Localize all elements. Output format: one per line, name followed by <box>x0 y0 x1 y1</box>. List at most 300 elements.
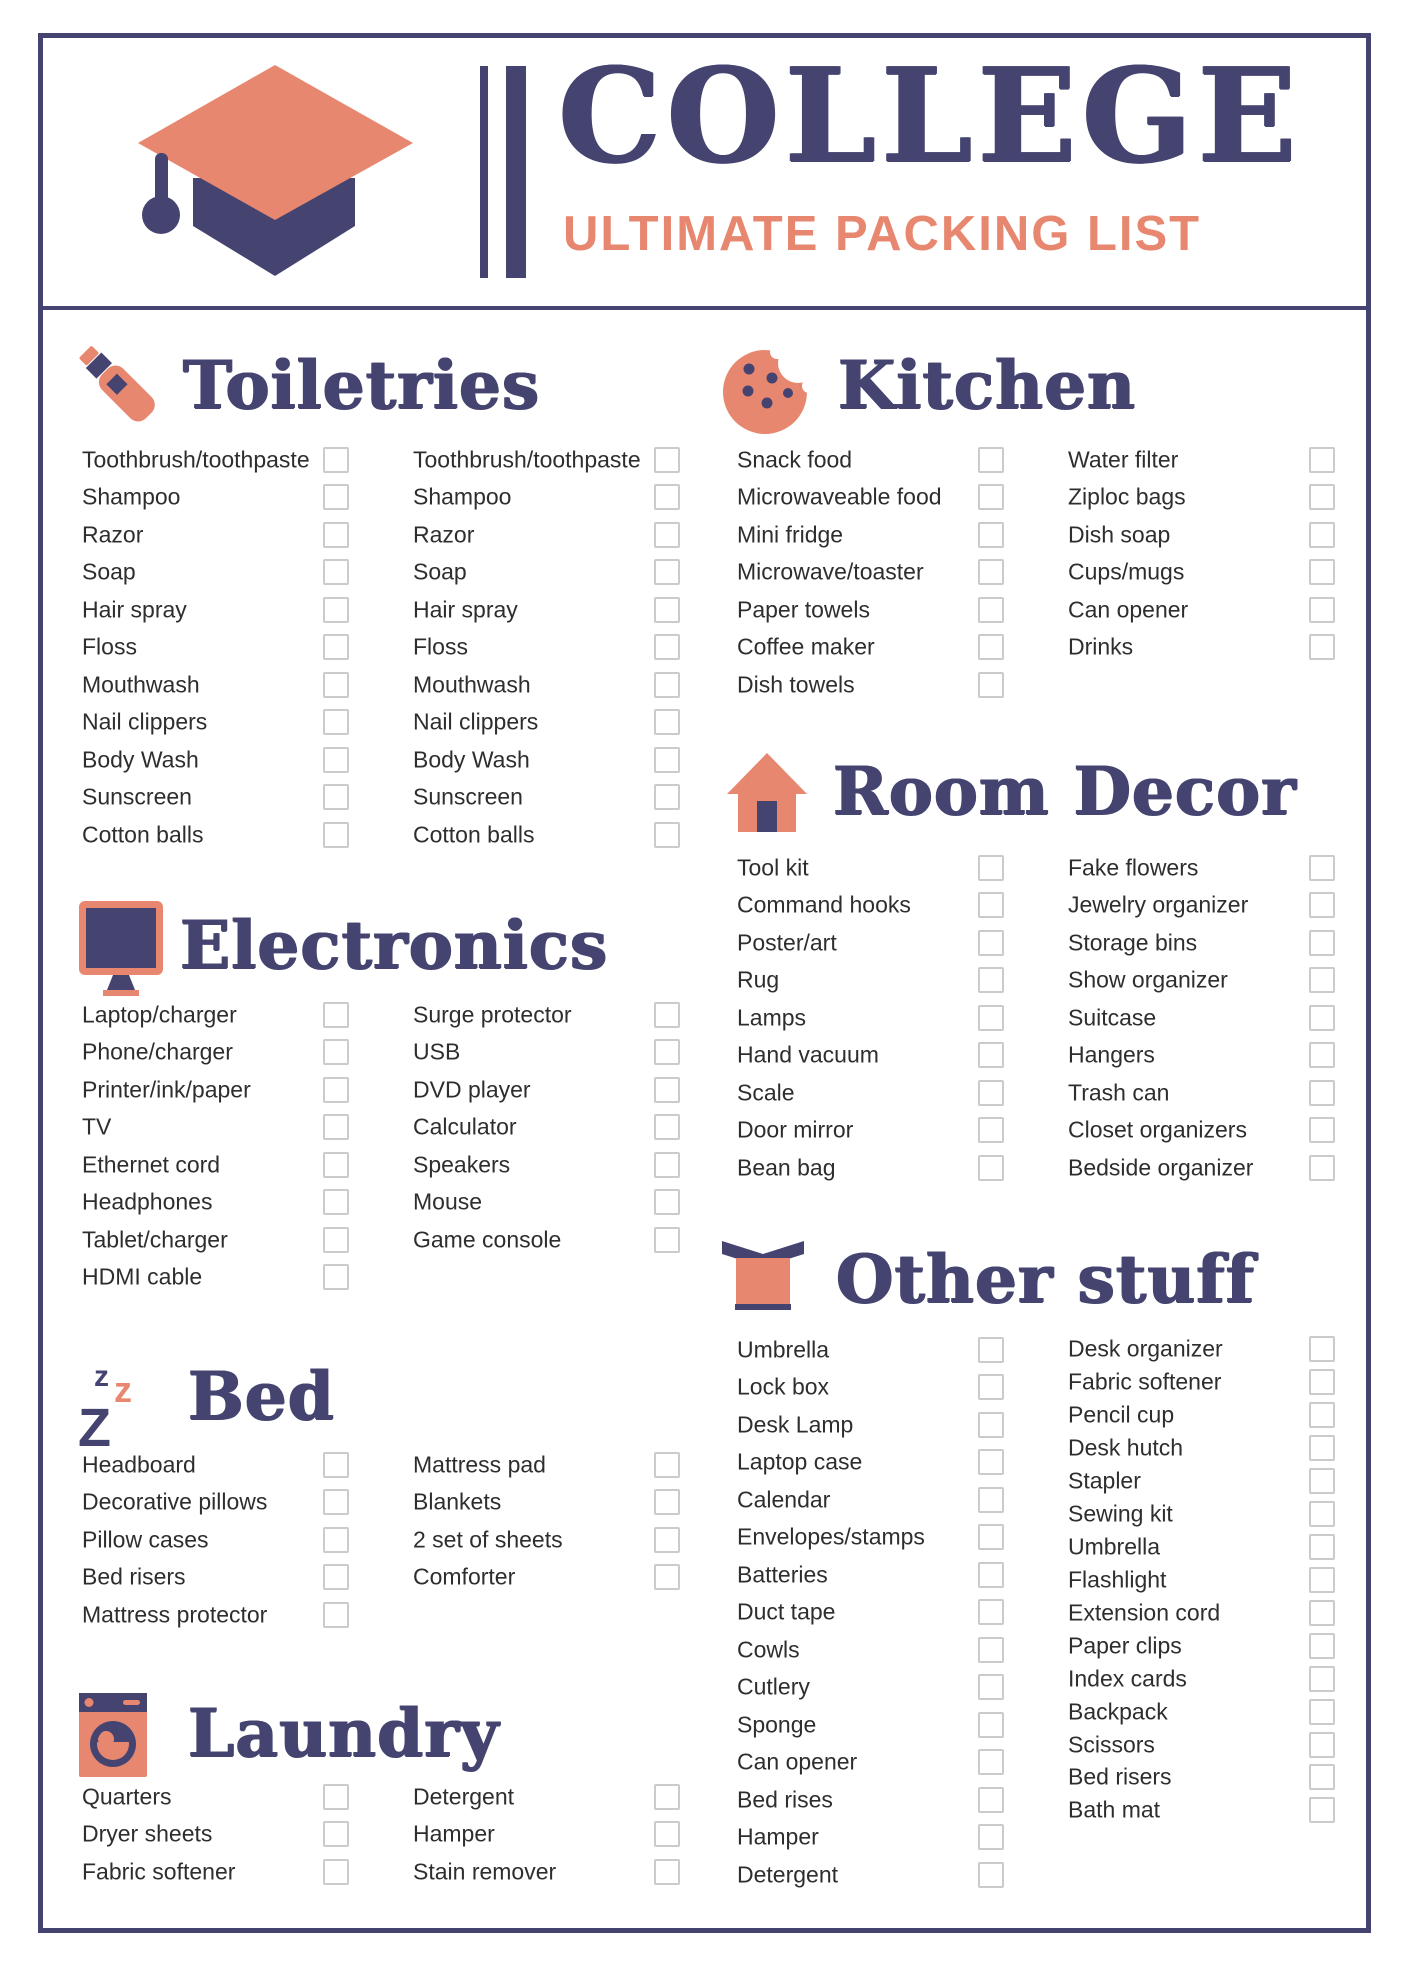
item-checkbox[interactable] <box>1309 559 1335 585</box>
item-checkbox[interactable] <box>323 1114 349 1140</box>
item-checkbox[interactable] <box>978 855 1004 881</box>
item-checkbox[interactable] <box>978 597 1004 623</box>
list-item <box>1068 591 1340 629</box>
list-item <box>82 996 354 1034</box>
list-item <box>1068 1333 1340 1366</box>
item-checkbox[interactable] <box>978 1637 1004 1663</box>
item-checkbox[interactable] <box>654 634 680 660</box>
item-checkbox[interactable] <box>978 1562 1004 1588</box>
item-label: Desk Lamp <box>737 1411 854 1438</box>
list-item <box>737 591 1009 629</box>
item-checkbox[interactable] <box>978 484 1004 510</box>
list-item <box>413 1146 685 1184</box>
svg-text:Z: Z <box>78 1398 111 1450</box>
list-item <box>1068 1112 1340 1150</box>
list-item <box>1068 1563 1340 1596</box>
list-item <box>737 1556 1009 1594</box>
item-checkbox[interactable] <box>323 1602 349 1628</box>
item-checkbox[interactable] <box>654 1189 680 1215</box>
house-icon <box>727 753 807 833</box>
page-title: COLLEGE <box>558 39 1302 192</box>
list-item <box>1068 1662 1340 1695</box>
item-label: Command hooks <box>737 891 911 918</box>
section-title-laundry: Laundry <box>188 1694 500 1772</box>
list-item <box>1068 1074 1340 1112</box>
item-checkbox[interactable] <box>1309 597 1335 623</box>
bed-column-1 <box>82 1446 354 1634</box>
list-item <box>413 1071 685 1109</box>
item-checkbox[interactable] <box>323 672 349 698</box>
item-checkbox[interactable] <box>978 1824 1004 1850</box>
item-checkbox[interactable] <box>654 1821 680 1847</box>
item-checkbox[interactable] <box>323 709 349 735</box>
item-label: Mouthwash <box>413 671 531 698</box>
graduation-cap-icon <box>128 58 428 288</box>
item-checkbox[interactable] <box>654 1227 680 1253</box>
svg-text:z: z <box>114 1369 132 1410</box>
item-label: Soap <box>413 558 467 585</box>
item-label: Ziploc bags <box>1068 483 1186 510</box>
item-checkbox[interactable] <box>654 522 680 548</box>
list-item <box>413 996 685 1034</box>
list-item <box>1068 1432 1340 1465</box>
section-title-kitchen: Kitchen <box>838 346 1137 424</box>
item-label: Lamps <box>737 1004 807 1031</box>
list-item <box>413 1034 685 1072</box>
list-item <box>82 666 354 704</box>
item-checkbox[interactable] <box>323 447 349 473</box>
item-label: Quarters <box>82 1783 172 1810</box>
item-label: 2 set of sheets <box>413 1526 563 1553</box>
list-item <box>737 1149 1009 1187</box>
list-item <box>737 441 1009 479</box>
item-label: Water filter <box>1068 446 1179 473</box>
list-item <box>737 1074 1009 1112</box>
item-label: Nail clippers <box>82 708 208 735</box>
list-item <box>1068 962 1340 1000</box>
list-item <box>737 1037 1009 1075</box>
list-item <box>82 1596 354 1634</box>
page-subtitle: ULTIMATE PACKING LIST <box>563 207 1202 261</box>
item-label: Trash can <box>1068 1079 1170 1106</box>
item-label: Backpack <box>1068 1698 1168 1725</box>
item-label: Drinks <box>1068 633 1134 660</box>
item-checkbox[interactable] <box>978 1449 1004 1475</box>
item-checkbox[interactable] <box>323 597 349 623</box>
item-label: Cotton balls <box>82 821 204 848</box>
item-checkbox[interactable] <box>1309 1501 1335 1527</box>
room-decor-column-1 <box>737 849 1009 1187</box>
item-label: Printer/ink/paper <box>82 1076 251 1103</box>
list-item <box>1068 1728 1340 1761</box>
item-checkbox[interactable] <box>1309 1633 1335 1659</box>
item-checkbox[interactable] <box>1309 1534 1335 1560</box>
electronics-column-2 <box>413 996 685 1259</box>
item-label: Flashlight <box>1068 1566 1167 1593</box>
list-item <box>1068 924 1340 962</box>
item-checkbox[interactable] <box>978 1117 1004 1143</box>
list-item <box>82 1146 354 1184</box>
item-checkbox[interactable] <box>323 1489 349 1515</box>
list-item <box>413 1446 685 1484</box>
item-checkbox[interactable] <box>654 1002 680 1028</box>
item-checkbox[interactable] <box>1309 1005 1335 1031</box>
item-label: Microwave/toaster <box>737 558 924 585</box>
item-label: Floss <box>82 633 137 660</box>
item-checkbox[interactable] <box>323 1039 349 1065</box>
item-checkbox[interactable] <box>654 447 680 473</box>
list-item <box>82 741 354 779</box>
item-checkbox[interactable] <box>654 484 680 510</box>
item-label: HDMI cable <box>82 1263 203 1290</box>
item-label: Surge protector <box>413 1001 572 1028</box>
item-checkbox[interactable] <box>323 1227 349 1253</box>
section-title-room-decor: Room Decor <box>833 752 1297 830</box>
item-checkbox[interactable] <box>978 1080 1004 1106</box>
kitchen-column-2 <box>1068 441 1340 666</box>
list-item <box>82 479 354 517</box>
item-label: Closet organizers <box>1068 1116 1247 1143</box>
item-label: Extension cord <box>1068 1599 1221 1626</box>
item-label: Ethernet cord <box>82 1151 221 1178</box>
item-label: Desk hutch <box>1068 1434 1184 1461</box>
item-label: Poster/art <box>737 929 837 956</box>
list-item <box>1068 1498 1340 1531</box>
list-item <box>1068 887 1340 925</box>
item-checkbox[interactable] <box>323 822 349 848</box>
item-checkbox[interactable] <box>1309 1468 1335 1494</box>
item-label: Detergent <box>737 1861 839 1888</box>
cookie-icon <box>720 346 810 436</box>
item-label: Fabric softener <box>1068 1368 1222 1395</box>
item-checkbox[interactable] <box>654 672 680 698</box>
list-item <box>82 816 354 854</box>
item-checkbox[interactable] <box>654 559 680 585</box>
item-checkbox[interactable] <box>1309 447 1335 473</box>
item-checkbox[interactable] <box>654 1527 680 1553</box>
item-checkbox[interactable] <box>978 967 1004 993</box>
item-checkbox[interactable] <box>978 1749 1004 1775</box>
item-checkbox[interactable] <box>978 1005 1004 1031</box>
item-checkbox[interactable] <box>1309 634 1335 660</box>
item-checkbox[interactable] <box>978 672 1004 698</box>
item-label: Game console <box>413 1226 562 1253</box>
item-checkbox[interactable] <box>323 522 349 548</box>
item-checkbox[interactable] <box>654 822 680 848</box>
item-label: Cowls <box>737 1636 800 1663</box>
list-item <box>737 849 1009 887</box>
item-checkbox[interactable] <box>323 1452 349 1478</box>
list-item <box>413 704 685 742</box>
item-checkbox[interactable] <box>654 1784 680 1810</box>
item-label: Body Wash <box>413 746 530 773</box>
item-checkbox[interactable] <box>978 1042 1004 1068</box>
item-label: Sponge <box>737 1711 817 1738</box>
list-item <box>1068 1794 1340 1827</box>
item-label: Headphones <box>82 1188 213 1215</box>
item-checkbox[interactable] <box>654 709 680 735</box>
item-label: Bean bag <box>737 1154 836 1181</box>
list-item <box>413 1221 685 1259</box>
item-label: Can opener <box>737 1748 858 1775</box>
item-label: Coffee maker <box>737 633 875 660</box>
list-item <box>1068 1531 1340 1564</box>
item-checkbox[interactable] <box>978 634 1004 660</box>
item-label: Laptop/charger <box>82 1001 237 1028</box>
item-checkbox[interactable] <box>1309 1764 1335 1790</box>
list-item <box>737 516 1009 554</box>
item-checkbox[interactable] <box>978 559 1004 585</box>
list-item <box>737 1369 1009 1407</box>
kitchen-column-1 <box>737 441 1009 704</box>
item-label: Hangers <box>1068 1041 1155 1068</box>
item-label: Mouse <box>413 1188 483 1215</box>
item-checkbox[interactable] <box>1309 1666 1335 1692</box>
item-checkbox[interactable] <box>654 1152 680 1178</box>
item-checkbox[interactable] <box>1309 1369 1335 1395</box>
item-checkbox[interactable] <box>1309 1435 1335 1461</box>
item-checkbox[interactable] <box>1309 967 1335 993</box>
list-item <box>737 1444 1009 1482</box>
item-checkbox[interactable] <box>978 1787 1004 1813</box>
item-label: Bed rises <box>737 1786 833 1813</box>
list-item <box>737 1594 1009 1632</box>
open-box-icon <box>720 1241 806 1315</box>
item-checkbox[interactable] <box>1309 1699 1335 1725</box>
list-item <box>1068 1761 1340 1794</box>
item-label: Tool kit <box>737 854 809 881</box>
item-checkbox[interactable] <box>654 1859 680 1885</box>
item-checkbox[interactable] <box>323 1821 349 1847</box>
list-item <box>82 1484 354 1522</box>
item-checkbox[interactable] <box>323 784 349 810</box>
item-label: Show organizer <box>1068 966 1228 993</box>
list-item <box>737 1744 1009 1782</box>
list-item <box>82 1109 354 1147</box>
item-label: Door mirror <box>737 1116 854 1143</box>
list-item <box>737 479 1009 517</box>
item-label: Umbrella <box>737 1336 830 1363</box>
item-label: Jewelry organizer <box>1068 891 1249 918</box>
item-checkbox[interactable] <box>978 447 1004 473</box>
item-label: Desk organizer <box>1068 1335 1223 1362</box>
bed-column-2 <box>413 1446 685 1596</box>
item-checkbox[interactable] <box>654 1452 680 1478</box>
item-label: Shampoo <box>82 483 181 510</box>
item-checkbox[interactable] <box>978 1337 1004 1363</box>
item-checkbox[interactable] <box>1309 1797 1335 1823</box>
list-item <box>1068 1149 1340 1187</box>
list-item <box>82 591 354 629</box>
item-checkbox[interactable] <box>1309 930 1335 956</box>
list-item <box>737 1706 1009 1744</box>
item-label: Hand vacuum <box>737 1041 879 1068</box>
list-item <box>1068 1465 1340 1498</box>
item-checkbox[interactable] <box>654 1114 680 1140</box>
item-label: Snack food <box>737 446 853 473</box>
item-label: Fabric softener <box>82 1858 236 1885</box>
item-checkbox[interactable] <box>978 522 1004 548</box>
item-checkbox[interactable] <box>323 1152 349 1178</box>
item-label: Dish soap <box>1068 521 1171 548</box>
list-item <box>737 666 1009 704</box>
item-label: Bedside organizer <box>1068 1154 1254 1181</box>
item-checkbox[interactable] <box>1309 522 1335 548</box>
item-checkbox[interactable] <box>978 1374 1004 1400</box>
list-item <box>737 1856 1009 1894</box>
item-label: Stain remover <box>413 1858 557 1885</box>
item-label: Mattress pad <box>413 1451 546 1478</box>
item-checkbox[interactable] <box>323 1189 349 1215</box>
list-item <box>413 629 685 667</box>
item-checkbox[interactable] <box>1309 1600 1335 1626</box>
item-label: Stapler <box>1068 1467 1141 1494</box>
item-label: Tablet/charger <box>82 1226 228 1253</box>
item-checkbox[interactable] <box>323 1264 349 1290</box>
item-label: Storage bins <box>1068 929 1198 956</box>
item-checkbox[interactable] <box>323 1002 349 1028</box>
section-title-electronics: Electronics <box>180 906 609 984</box>
item-checkbox[interactable] <box>654 747 680 773</box>
item-checkbox[interactable] <box>978 1712 1004 1738</box>
other-stuff-column-2 <box>1068 1333 1340 1827</box>
item-checkbox[interactable] <box>654 1039 680 1065</box>
item-label: Bed risers <box>1068 1763 1172 1790</box>
list-item <box>737 554 1009 592</box>
item-label: Bed risers <box>82 1563 186 1590</box>
list-item <box>737 1481 1009 1519</box>
item-label: Paper clips <box>1068 1632 1182 1659</box>
item-checkbox[interactable] <box>1309 1567 1335 1593</box>
svg-text:z: z <box>94 1360 109 1393</box>
item-checkbox[interactable] <box>323 559 349 585</box>
list-item <box>737 629 1009 667</box>
list-item <box>413 591 685 629</box>
item-label: Detergent <box>413 1783 515 1810</box>
item-label: Cups/mugs <box>1068 558 1185 585</box>
item-checkbox[interactable] <box>323 1784 349 1810</box>
list-item <box>82 1816 354 1854</box>
item-checkbox[interactable] <box>323 1859 349 1885</box>
list-item <box>413 779 685 817</box>
item-checkbox[interactable] <box>1309 484 1335 510</box>
item-label: Paper towels <box>737 596 870 623</box>
item-label: Floss <box>413 633 468 660</box>
item-label: Soap <box>82 558 136 585</box>
item-checkbox[interactable] <box>654 597 680 623</box>
item-label: Toothbrush/toothpaste <box>82 446 310 473</box>
item-label: Bath mat <box>1068 1796 1161 1823</box>
list-item <box>1068 849 1340 887</box>
list-item <box>1068 1629 1340 1662</box>
item-label: Dryer sheets <box>82 1820 213 1847</box>
item-label: Scissors <box>1068 1731 1155 1758</box>
item-checkbox[interactable] <box>978 1487 1004 1513</box>
item-label: Sunscreen <box>413 783 523 810</box>
list-item <box>82 1778 354 1816</box>
list-item <box>413 1559 685 1597</box>
item-label: Decorative pillows <box>82 1488 268 1515</box>
item-label: Laptop case <box>737 1448 863 1475</box>
item-checkbox[interactable] <box>1309 1042 1335 1068</box>
sleep-zzz-icon <box>78 1354 148 1450</box>
list-item <box>737 1631 1009 1669</box>
item-checkbox[interactable] <box>1309 1117 1335 1143</box>
list-item <box>413 1184 685 1222</box>
electronics-column-1 <box>82 996 354 1296</box>
list-item <box>82 516 354 554</box>
item-label: Microwaveable food <box>737 483 942 510</box>
list-item <box>413 1484 685 1522</box>
other-stuff-column-1 <box>737 1331 1009 1894</box>
monitor-icon <box>79 901 163 997</box>
list-item <box>82 779 354 817</box>
item-checkbox[interactable] <box>654 784 680 810</box>
list-item <box>737 999 1009 1037</box>
list-item <box>413 741 685 779</box>
item-checkbox[interactable] <box>323 1077 349 1103</box>
item-checkbox[interactable] <box>1309 892 1335 918</box>
item-label: Shampoo <box>413 483 512 510</box>
list-item <box>1068 629 1340 667</box>
list-item <box>82 441 354 479</box>
list-item <box>737 1669 1009 1707</box>
item-checkbox[interactable] <box>978 1155 1004 1181</box>
list-item <box>82 1259 354 1297</box>
item-checkbox[interactable] <box>1309 1336 1335 1362</box>
item-label: Cutlery <box>737 1673 810 1700</box>
item-checkbox[interactable] <box>323 484 349 510</box>
item-label: Suitcase <box>1068 1004 1157 1031</box>
item-label: Speakers <box>413 1151 511 1178</box>
item-checkbox[interactable] <box>978 1674 1004 1700</box>
item-checkbox[interactable] <box>323 1527 349 1553</box>
item-label: Mattress protector <box>82 1601 268 1628</box>
item-checkbox[interactable] <box>654 1564 680 1590</box>
list-item <box>413 516 685 554</box>
item-checkbox[interactable] <box>654 1077 680 1103</box>
item-checkbox[interactable] <box>978 930 1004 956</box>
item-label: Comforter <box>413 1563 516 1590</box>
item-checkbox[interactable] <box>978 1862 1004 1888</box>
item-checkbox[interactable] <box>978 892 1004 918</box>
section-title-other-stuff: Other stuff <box>836 1240 1256 1318</box>
item-label: Batteries <box>737 1561 828 1588</box>
item-checkbox[interactable] <box>654 1489 680 1515</box>
item-checkbox[interactable] <box>978 1599 1004 1625</box>
item-checkbox[interactable] <box>978 1412 1004 1438</box>
list-item <box>82 1446 354 1484</box>
item-checkbox[interactable] <box>1309 1155 1335 1181</box>
list-item <box>737 1112 1009 1150</box>
list-item <box>413 1109 685 1147</box>
item-checkbox[interactable] <box>1309 1080 1335 1106</box>
item-checkbox[interactable] <box>1309 1402 1335 1428</box>
item-checkbox[interactable] <box>323 634 349 660</box>
list-item <box>413 1778 685 1816</box>
item-label: Duct tape <box>737 1598 836 1625</box>
item-checkbox[interactable] <box>323 1564 349 1590</box>
item-checkbox[interactable] <box>323 747 349 773</box>
item-checkbox[interactable] <box>1309 855 1335 881</box>
item-checkbox[interactable] <box>1309 1732 1335 1758</box>
item-label: Hamper <box>413 1820 495 1847</box>
item-label: Toothbrush/toothpaste <box>413 446 641 473</box>
list-item <box>82 1071 354 1109</box>
list-item <box>82 1521 354 1559</box>
item-checkbox[interactable] <box>978 1524 1004 1550</box>
washing-machine-icon <box>79 1693 147 1779</box>
